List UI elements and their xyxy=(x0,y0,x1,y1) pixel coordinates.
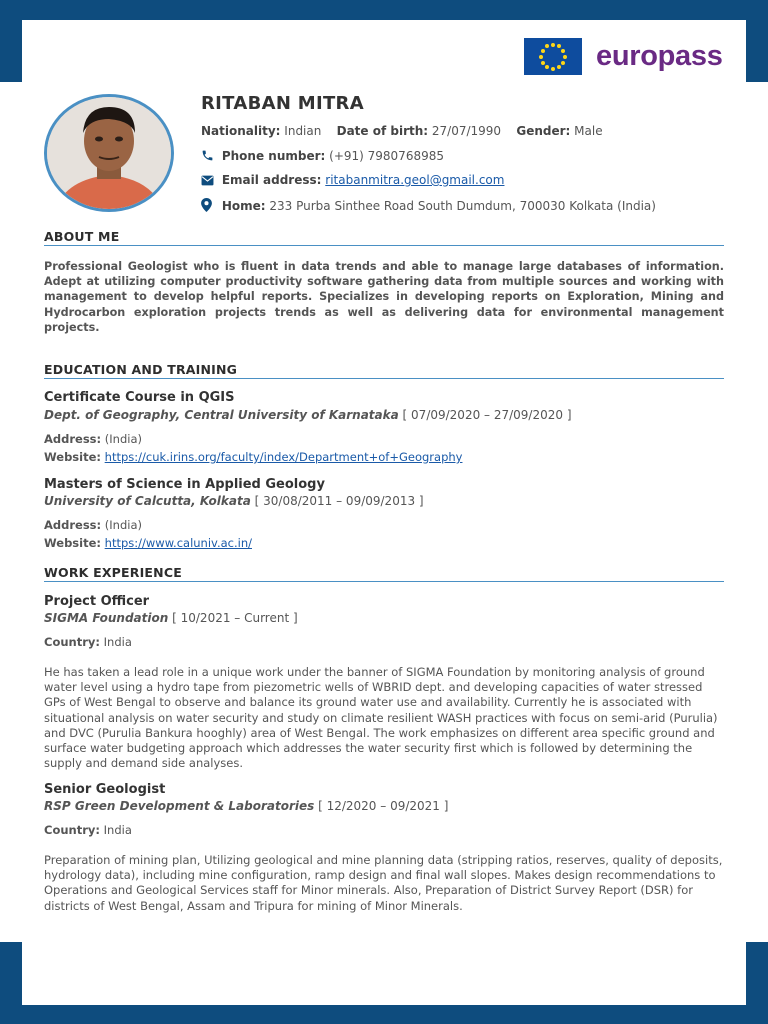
work-dates-1: [ 10/2021 – Current ] xyxy=(172,611,298,625)
eu-star-icon xyxy=(557,44,561,48)
education-website-label-1: Website: xyxy=(44,450,101,464)
work-country-value-1: India xyxy=(103,635,132,649)
eu-star-icon xyxy=(561,61,565,65)
email-row xyxy=(201,173,504,189)
person-name: RITABAN MITRA xyxy=(201,93,364,114)
work-org-1 xyxy=(44,611,298,625)
education-address-value-2: (India) xyxy=(104,518,142,532)
work-org-name-1: SIGMA Foundation xyxy=(44,611,169,625)
work-dates-2: [ 12/2020 – 09/2021 ] xyxy=(318,799,449,813)
education-address-label-2: Address: xyxy=(44,518,102,532)
phone-label: Phone number: xyxy=(221,149,326,163)
person-photo-icon xyxy=(47,97,171,209)
education-title-1: Certificate Course in QGIS xyxy=(44,390,235,405)
education-dates-2: [ 30/08/2011 – 09/09/2013 ] xyxy=(254,494,424,508)
education-org-2 xyxy=(44,494,424,508)
education-website-2 xyxy=(44,536,252,550)
email-label: Email address: xyxy=(221,173,322,187)
nationality-value: Indian xyxy=(284,124,322,138)
email-link[interactable]: ritabanmitra.geol@gmail.com xyxy=(325,173,505,187)
education-address-value-1: (India) xyxy=(104,432,142,446)
personal-details-row xyxy=(201,124,603,138)
eu-star-icon xyxy=(541,61,545,65)
nationality-label: Nationality: xyxy=(201,124,281,138)
frame-bottom-band xyxy=(0,1005,768,1024)
about-text: Professional Geologist who is fluent in data trends and able to manage large databases of information. Adept at utilizing computer productivity software gathering data from multiple sources and working with management to develop helpful reports. Specializes in developing reports on Exploration, Mining and Hydrocarbon exploration projects trends as well as delivering data for environmental management projects. xyxy=(44,260,724,334)
dob-label: Date of birth: xyxy=(336,124,429,138)
about-heading: ABOUT ME xyxy=(44,229,724,246)
education-address-label-1: Address: xyxy=(44,432,102,446)
gender-label: Gender: xyxy=(516,124,571,138)
work-country-2 xyxy=(44,823,132,837)
education-website-link-2[interactable]: https://www.caluniv.ac.in/ xyxy=(104,536,252,550)
work-country-value-2: India xyxy=(103,823,132,837)
education-org-name-1: Dept. of Geography, Central University of Karnataka xyxy=(44,408,399,422)
work-description-1: He has taken a lead role in a unique work under the banner of SIGMA Foundation by monitoring analysis of ground water level using a hydro tape from piezometric wells of WBRID dept. and developing capacities of water stressed GPs of West Bengal to observe and balance its ground water use and availability. Currently he is associated with situational analysis on water security and study on climate resilient WASH practices with focus on semi-arid (Purulia) and DVC (Purulia Bankura hooghly) area of West Bengal. The work emphasizes on different area specific ground and surface water budgeting approach which addresses the water security first which is followed by determining the supply and demand side analyses. xyxy=(44,665,718,771)
frame-left-bottom xyxy=(0,942,22,1024)
eu-star-icon xyxy=(551,67,555,71)
phone-row xyxy=(201,149,444,165)
education-dates-1: [ 07/09/2020 – 27/09/2020 ] xyxy=(402,408,572,422)
work-description-2: Preparation of mining plan, Utilizing geological and mine planning data (stripping ratios, reserves, quality of deposits, hydrology data), including mine configuration, ramp design and final wall slopes. Makes design recommendations to Operations and Geological Services staff for Minor minerals. Also, Preparation of District Survey Report (DSR) for districts of West Bengal, Assam and Tripura for mining of Minor Minerals. xyxy=(44,853,723,913)
dob-value: 27/07/1990 xyxy=(431,124,502,138)
frame-right-top xyxy=(746,0,768,82)
work-country-label-2: Country: xyxy=(44,823,100,837)
phone-value: (+91) 7980768985 xyxy=(329,149,444,163)
education-title-2: Masters of Science in Applied Geology xyxy=(44,477,325,492)
eu-star-icon xyxy=(545,65,549,69)
phone-icon xyxy=(201,149,214,165)
home-label: Home: xyxy=(221,199,266,213)
eu-star-icon xyxy=(563,55,567,59)
education-heading: EDUCATION AND TRAINING xyxy=(44,362,724,379)
home-row xyxy=(201,198,656,215)
eu-star-icon xyxy=(557,65,561,69)
europass-logo-text: europass xyxy=(596,40,723,72)
work-org-name-2: RSP Green Development & Laboratories xyxy=(44,799,315,813)
eu-star-icon xyxy=(551,43,555,47)
home-value: 233 Purba Sinthee Road South Dumdum, 700030 Kolkata (India) xyxy=(269,199,656,213)
work-title-2: Senior Geologist xyxy=(44,782,166,797)
education-address-2 xyxy=(44,518,142,532)
work-title-1: Project Officer xyxy=(44,594,150,609)
education-website-label-2: Website: xyxy=(44,536,101,550)
location-pin-icon xyxy=(201,198,214,215)
eu-star-icon xyxy=(539,55,543,59)
avatar xyxy=(44,94,174,212)
education-website-1 xyxy=(44,450,462,464)
work-heading: WORK EXPERIENCE xyxy=(44,565,724,582)
work-org-2 xyxy=(44,799,448,813)
eu-star-icon xyxy=(541,49,545,53)
gender-value: Male xyxy=(574,124,603,138)
frame-left-top xyxy=(0,0,22,82)
work-country-label-1: Country: xyxy=(44,635,100,649)
education-website-link-1[interactable]: https://cuk.irins.org/faculty/index/Department+of+Geography xyxy=(104,450,463,464)
frame-top-band xyxy=(0,0,768,20)
education-org-name-2: University of Calcutta, Kolkata xyxy=(44,494,251,508)
eu-flag-icon xyxy=(524,38,582,75)
eu-star-icon xyxy=(545,44,549,48)
email-icon xyxy=(201,175,214,189)
eu-star-icon xyxy=(561,49,565,53)
education-org-1 xyxy=(44,408,572,422)
work-country-1 xyxy=(44,635,132,649)
europass-logo xyxy=(524,38,723,75)
education-address-1 xyxy=(44,432,142,446)
frame-right-bottom xyxy=(746,942,768,1024)
